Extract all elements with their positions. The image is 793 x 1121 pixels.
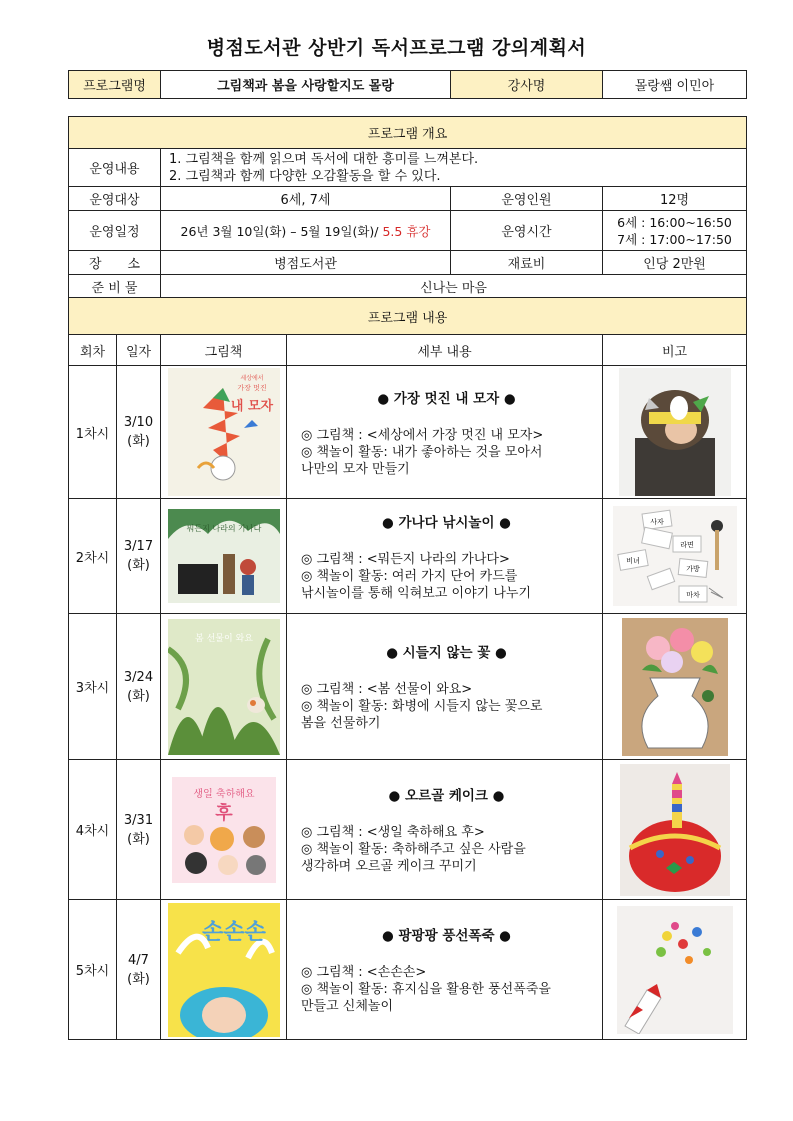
detail-line: ◎ 책놀이 활동: 화병에 시들지 않는 꽃으로	[301, 699, 543, 714]
program-name-label: 프로그램명	[69, 71, 161, 99]
target-value: 6세, 7세	[161, 187, 451, 211]
session-day: (화)	[127, 688, 150, 704]
instructor-name: 몰랑쌤 이민아	[603, 71, 747, 99]
activity-title: ● 가나다 낚시놀이 ●	[382, 514, 511, 531]
session-row	[69, 366, 747, 499]
content-line: 1. 그림책을 함께 읽으며 독서에 대한 흥미를 느껴본다.	[169, 151, 479, 167]
schedule-holiday-note: 5.5 휴강	[382, 223, 431, 239]
activity-photo	[620, 764, 730, 896]
detail-line: 나만의 모자 만들기	[301, 461, 410, 477]
fee-value: 인당 2만원	[603, 251, 747, 275]
session-number: 4차시	[69, 760, 117, 900]
program-name-value: 그림책과 봄을 사랑할지도 몰랑	[161, 71, 451, 99]
content-section-title: 프로그램 내용	[69, 298, 747, 335]
activity-title: ● 오르골 케이크 ●	[388, 788, 505, 804]
supplies-label: 준 비 물	[69, 275, 161, 298]
detail-line: ◎ 책놀이 활동: 축하해주고 싶은 사람을	[301, 842, 526, 857]
book-cover-image	[168, 509, 280, 603]
activity-title: ● 가장 멋진 내 모자 ●	[377, 390, 516, 407]
detail-line: 봄을 선물하기	[301, 716, 381, 731]
activity-title: ● 팡팡팡 풍선폭죽 ●	[382, 928, 511, 944]
session-day: (화)	[127, 971, 150, 987]
content-line: 2. 그림책과 함께 다양한 오감활동을 할 수 있다.	[169, 168, 441, 184]
session-date: 3/17	[123, 539, 154, 554]
session-date: 3/24	[123, 669, 154, 685]
activity-photo	[617, 906, 733, 1034]
instructor-label: 강사명	[451, 71, 603, 99]
activity-photo	[622, 618, 728, 756]
book-cover-title: 뭐든지 나라의 가나다	[186, 524, 261, 533]
word-card: 마차	[685, 591, 700, 599]
col-book-header: 그림책	[161, 335, 287, 366]
book-cover-title: 가장 멋진	[236, 384, 267, 392]
col-detail-header: 세부 내용	[287, 335, 603, 366]
detail-line: ◎ 그림책 : <세상에서 가장 멋진 내 모자>	[301, 427, 544, 443]
schedule-label: 운영일정	[69, 211, 161, 251]
place-label: 장 소	[69, 251, 161, 275]
activity-photo	[619, 368, 731, 496]
col-note-header: 비고	[603, 335, 747, 366]
time-label: 운영시간	[451, 211, 603, 251]
place-value: 병점도서관	[161, 251, 451, 275]
col-date-header: 일자	[117, 335, 161, 366]
book-cover-title: 생일 축하해요	[192, 788, 255, 800]
detail-line: ◎ 책놀이 활동: 내가 좋아하는 것을 모아서	[301, 444, 543, 460]
session-day: (화)	[127, 434, 150, 449]
word-card: 가방	[685, 565, 700, 573]
program-header-table	[68, 70, 747, 99]
book-cover-title: 후	[214, 802, 233, 824]
book-cover-title: 손손손	[201, 919, 266, 945]
word-card: 비녀	[625, 557, 640, 565]
session-day: (화)	[127, 831, 150, 847]
schedule-value: 26년 3월 10일(화) – 5월 19일(화)/ 5.5 휴강	[161, 211, 451, 251]
book-cover-title: 내 모자	[230, 399, 273, 414]
book-cover-image	[168, 903, 280, 1037]
detail-line: ◎ 그림책 : <생일 축하해요 후>	[301, 825, 485, 840]
activity-photo	[613, 506, 737, 606]
book-cover-image	[172, 777, 276, 883]
detail-line: ◎ 그림책 : <뭐든지 나라의 가나다>	[301, 551, 510, 567]
fee-label: 재료비	[451, 251, 603, 275]
session-number: 3차시	[69, 614, 117, 760]
word-card: 사자	[649, 518, 664, 526]
book-cover-title: 봄 선물이 와요	[194, 633, 253, 644]
session-number: 1차시	[69, 366, 117, 499]
detail-line: ◎ 책놀이 활동: 휴지심을 활용한 풍선폭죽을	[301, 982, 551, 997]
session-number: 2차시	[69, 499, 117, 614]
capacity-label: 운영인원	[451, 187, 603, 211]
detail-line: ◎ 그림책 : <손손손>	[301, 965, 427, 980]
target-label: 운영대상	[69, 187, 161, 211]
session-row	[69, 499, 747, 614]
time-line: 7세 : 17:00~17:50	[617, 231, 732, 247]
session-date: 3/31	[123, 812, 154, 828]
session-row	[69, 614, 747, 760]
detail-line: ◎ 책놀이 활동: 여러 가지 단어 카드를	[301, 568, 518, 584]
session-number: 5차시	[69, 900, 117, 1040]
book-cover-title: 세상에서	[239, 375, 264, 382]
session-day: (화)	[127, 558, 150, 573]
capacity-value: 12명	[603, 187, 747, 211]
activity-title: ● 시들지 않는 꽃 ●	[386, 645, 507, 661]
session-date: 4/7	[128, 952, 149, 968]
supplies-value: 신나는 마음	[161, 275, 747, 298]
word-card: 라면	[679, 541, 694, 549]
time-line: 6세 : 16:00~16:50	[617, 214, 732, 230]
detail-line: 낚시놀이를 통해 익혀보고 이야기 나누기	[301, 585, 532, 601]
detail-line: 생각하며 오르골 케이크 꾸미기	[301, 859, 477, 874]
detail-line: 만들고 신체놀이	[301, 999, 394, 1014]
program-main-table	[68, 116, 747, 1040]
book-cover-image	[168, 368, 280, 496]
detail-line: ◎ 그림책 : <봄 선물이 와요>	[301, 682, 473, 697]
session-row	[69, 900, 747, 1040]
session-date: 3/10	[123, 415, 154, 430]
page-title: 병점도서관 상반기 독서프로그램 강의계획서	[206, 37, 587, 59]
overview-section-title: 프로그램 개요	[69, 117, 747, 149]
book-cover-image	[168, 619, 280, 755]
col-session-header: 회차	[69, 335, 117, 366]
session-row	[69, 760, 747, 900]
content-label: 운영내용	[69, 149, 161, 187]
